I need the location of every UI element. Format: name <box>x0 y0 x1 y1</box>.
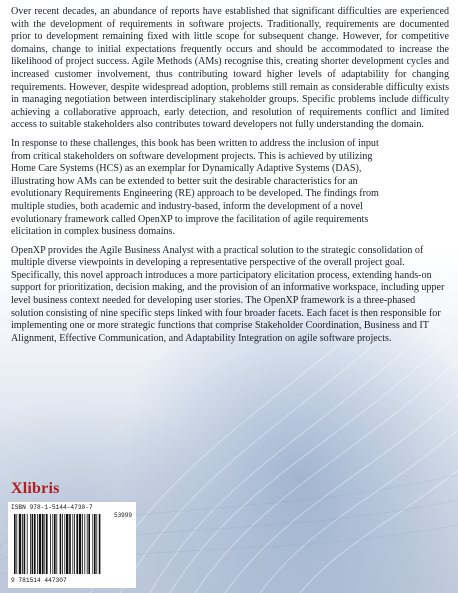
barcode-panel <box>8 502 136 588</box>
barcode-bar <box>74 514 75 574</box>
barcode-bar <box>69 514 71 574</box>
barcode-graphic <box>14 514 130 576</box>
barcode-bar <box>54 514 56 574</box>
barcode-bar <box>72 514 73 574</box>
barcode-bar <box>50 514 51 574</box>
blurb-text <box>11 6 449 351</box>
barcode-bar <box>46 514 48 574</box>
barcode-bar <box>34 514 36 574</box>
barcode-bar <box>22 514 23 574</box>
barcode-bar <box>24 514 26 574</box>
price-code: 53999 <box>113 512 132 519</box>
barcode-bar <box>37 514 38 574</box>
barcode-bar <box>94 514 96 574</box>
barcode-bar <box>32 514 34 574</box>
barcode-bar <box>96 514 97 574</box>
barcode-bar <box>92 514 93 574</box>
barcode-bar <box>82 514 83 574</box>
barcode-bar <box>56 514 57 574</box>
barcode-digits: 9 781514 447307 <box>11 577 67 584</box>
barcode-bar <box>44 514 45 574</box>
publisher-logo: Xlibris <box>11 480 60 497</box>
barcode-bar <box>60 514 62 574</box>
isbn-label: ISBN 978-1-5144-4730-7 <box>11 504 93 511</box>
barcode-bar <box>79 514 81 574</box>
paragraph-2: In response to these challenges, this book has been written to address the inclusion of input from critical stakeholders on software development projects. This is achieved by utilizing Home Care Systems (HCS) as an exemplar for Dynamically Adaptive Systems (DAS), illustrating how AMs can be extended to better suit the desirable characteristics for an evolutionary Requirements Engineering (RE) approach to be developed. The findings from multiple studies, both academic and industry-based, inform the development of a novel evolutionary framework called OpenXP to improve the facilitation of agile requirements elicitation in complex business domains. <box>11 137 379 238</box>
barcode-bar <box>99 514 101 574</box>
barcode-bar <box>27 514 28 574</box>
barcode-bar <box>14 514 16 574</box>
barcode-bar <box>66 514 68 574</box>
barcode-bar <box>84 514 85 574</box>
paragraph-3: OpenXP provides the Agile Business Analyst with a practical solution to the strategic consolidation of multiple diverse viewpoints in developing a representative perspective of the overall project goal. Specifically, this novel approach introduces a more participatory elicitation process, extending hands-on support for prioritization, decision making, and the provision of an informative workspace, including upper level business context needed for developing user stories. The OpenXP framework is a three-phased solution consisting of nine specific steps linked with four broader facets. Each facet is then responsible for implementing one or more strategic functions that comprise Stakeholder Coordination, Business and IT Alignment, Effective Communication, and Adaptability Integration on agile software projects. <box>11 244 445 344</box>
barcode-bar <box>39 514 41 574</box>
barcode-bar <box>62 514 63 574</box>
barcode-bar <box>88 514 90 574</box>
barcode-bar <box>42 514 44 574</box>
barcode-bar <box>76 514 78 574</box>
paragraph-1: Over recent decades, an abundance of reports have established that significant difficulties are experienced with the development of requirements in software projects. Traditionally, requirements are documented prior to development remaining fixed with little scope for subsequent change. However, for competitive domains, change to initial expectations frequently occurs and should be accommodated to increase the likelihood of project success. Agile Methods (AMs) recognise this, creating shorter development cycles and increased customer involvement, thus contributing toward higher levels of adaptability for changing requirements. However, despite widespread adoption, problems still remain as considerable difficulty exists in managing negotiation between interdisciplinary stakeholder groups. Specific problems include difficulty achieving a collaborative approach, early detection, and resolution of requirements conflict and limited access to suitable stakeholders also contributes toward developers not fully understanding the domain. <box>11 6 449 131</box>
barcode-bar <box>30 514 31 574</box>
barcode-bar <box>87 514 88 574</box>
barcode-bar <box>16 514 17 574</box>
barcode-bar <box>19 514 21 574</box>
barcode-bar <box>52 514 53 574</box>
barcode-bar <box>64 514 65 574</box>
